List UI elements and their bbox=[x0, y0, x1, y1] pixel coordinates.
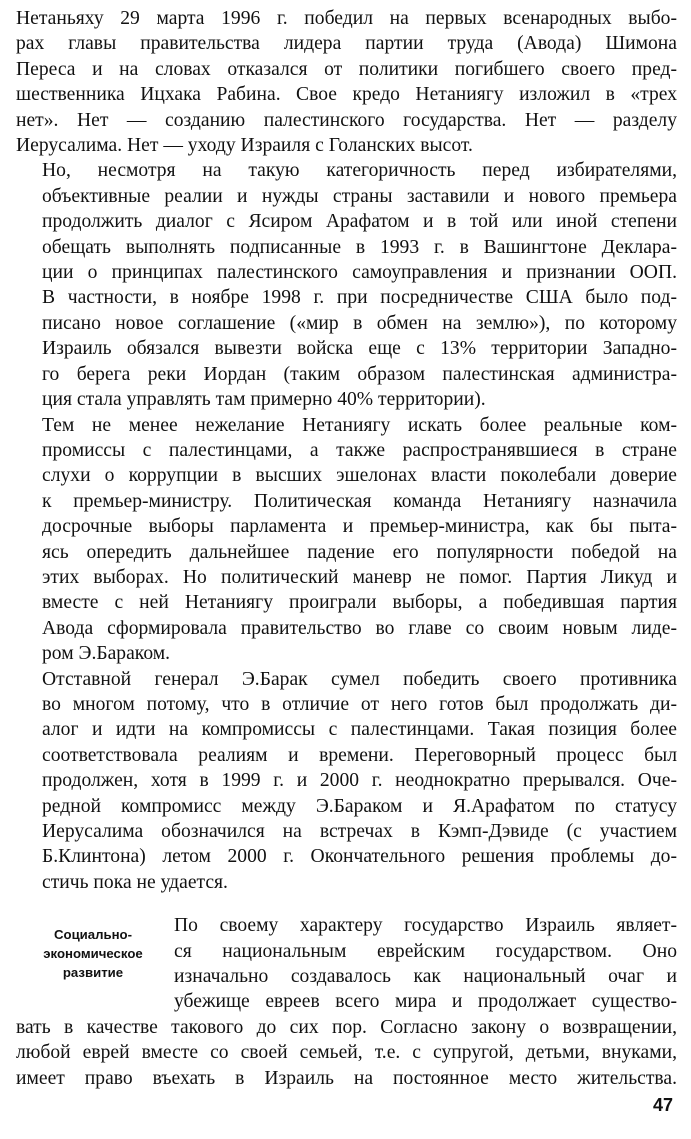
text-line: Израиль обязался вывезти войска еще с 13% территории Западно- bbox=[42, 338, 677, 360]
text-line: Отставной генерал Э.Барак сумел победить своего противника bbox=[42, 668, 677, 690]
text-line: вместе с ней Нетаниягу проиграли выборы, а победившая партия bbox=[42, 592, 677, 614]
text-line: писано новое соглашение («мир в обмен на землю»), по которому bbox=[42, 312, 677, 334]
text-line: шественника Ицхака Рабина. Свое кредо Нетаниягу изложил в «трех bbox=[16, 84, 677, 106]
text-line: рах главы правительства лидера партии труда (Авода) Шимона bbox=[16, 33, 677, 55]
side-heading-line: развитие bbox=[62, 965, 124, 981]
text-line: стичь пока не удается. bbox=[42, 871, 228, 893]
text-line: Б.Клинтона) летом 2000 г. Окончательного решения проблемы до- bbox=[42, 846, 677, 868]
text-line: го берега реки Иордан (таким образом палестинская администра- bbox=[42, 363, 677, 385]
text-line: убежище евреев всего мира и продолжает существо- bbox=[174, 991, 677, 1013]
paragraph bbox=[16, 6, 677, 158]
side-heading-line: Социально- bbox=[53, 927, 133, 943]
text-line: продолжить диалог с Ясиром Арафатом и в той или иной степени bbox=[42, 211, 677, 233]
section-socioeconomic bbox=[16, 913, 677, 1091]
text-line: изначально создавалось как национальный очаг и bbox=[174, 966, 677, 988]
text-line: ся национальным еврейским государством. Оно bbox=[174, 940, 677, 962]
text-line: Иерусалима обозначился на встречах в Кэмп-Дэвиде (с участием bbox=[42, 821, 677, 842]
text-line: По своему характеру государство Израиль являет- bbox=[174, 915, 677, 937]
text-line: обещать выполнять подписанные в 1993 г. в Вашингтоне Деклара- bbox=[42, 236, 677, 258]
text-line: нет». Нет — созданию палестинского государства. Нет — разделу bbox=[16, 109, 677, 131]
text-line: продолжен, хотя в 1999 г. и 2000 г. неоднократно прерывался. Оче- bbox=[42, 770, 677, 792]
paragraph bbox=[16, 413, 677, 667]
text-line: Авода сформировала правительство во главе со своим новым лиде- bbox=[42, 617, 677, 639]
text-line: досрочные выборы парламента и премьер-министра, как бы пыта- bbox=[42, 516, 677, 538]
text-line: В частности, в ноябре 1998 г. при посредничестве США было под- bbox=[42, 287, 677, 309]
paragraph bbox=[16, 667, 677, 896]
text-line: Тем не менее нежелание Нетаниягу искать более реальные ком- bbox=[42, 414, 677, 436]
text-line: алог и идти на компромиссы с палестинцами. Такая позиция более bbox=[42, 719, 677, 741]
page-number: 47 bbox=[652, 1095, 673, 1115]
text-line: этих выборах. Но политический маневр не помог. Партия Ликуд и bbox=[42, 566, 677, 588]
text-line: ция стала управлять там примерно 40% территории). bbox=[42, 389, 486, 411]
text-line: Иерусалима. Нет — уходу Израиля с Голанских высот. bbox=[16, 135, 473, 157]
text-line: ции о принципах палестинского самоуправления и признании ООП. bbox=[42, 262, 677, 284]
text-line: редной компромисс между Э.Бараком и Я.Арафатом по статусу bbox=[42, 795, 677, 817]
text-line: Переса и на словах отказался от политики погибшего своего пред- bbox=[16, 58, 677, 80]
text-line: ром Э.Бараком. bbox=[42, 643, 171, 665]
text-line: промиссы с палестинцами, а также распространявшиеся в стране bbox=[42, 439, 677, 461]
text-line: во многом потому, что в отличие от него готов был продолжать ди- bbox=[42, 693, 677, 715]
side-heading-line: экономическое bbox=[43, 946, 143, 962]
text-line: вать в качестве такового до сих пор. Согласно закону о возвращении, bbox=[16, 1016, 677, 1038]
text-line: слухи о коррупции в высших эшелонах власти поколебали доверие bbox=[42, 465, 677, 487]
side-heading bbox=[16, 925, 170, 982]
text-line: объективные реалии и нужды страны заставили и нового премьера bbox=[42, 185, 677, 207]
paragraph bbox=[16, 158, 677, 412]
text-line: Но, несмотря на такую категоричность перед избирателями, bbox=[42, 160, 677, 182]
text-line: соответствовала реалиям и времени. Переговорный процесс был bbox=[42, 744, 677, 766]
text-line: Нетаньяху 29 марта 1996 г. победил на первых всенародных выбо- bbox=[16, 8, 677, 29]
text-line: к премьер-министру. Политическая команда Нетаниягу назначила bbox=[42, 490, 677, 512]
text-line: имеет право въехать в Израиль на постоянное место жительства. bbox=[16, 1067, 677, 1089]
text-line: ясь опередить дальнейшее падение его популярности победой на bbox=[42, 541, 677, 563]
text-line: любой еврей вместе со своей семьей, т.е. с супругой, детьми, внуками, bbox=[16, 1042, 677, 1064]
article-body bbox=[16, 6, 677, 895]
